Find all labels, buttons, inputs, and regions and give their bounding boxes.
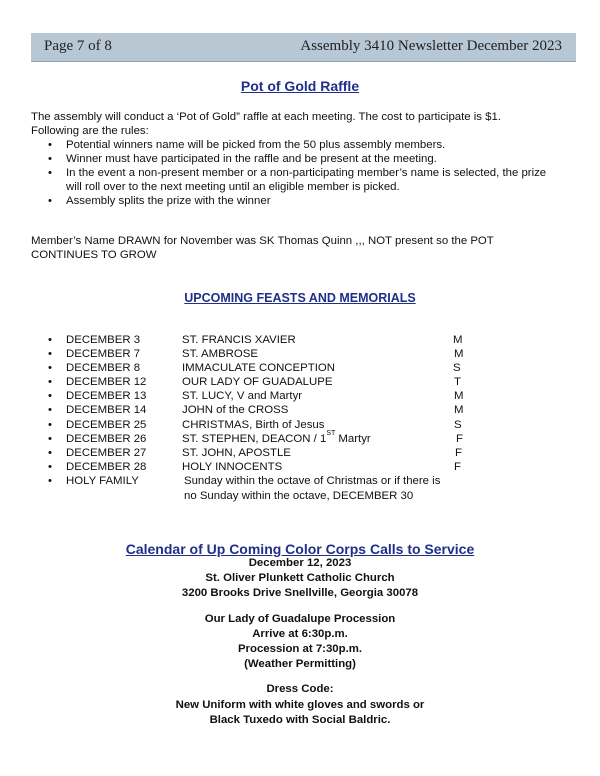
raffle-intro bbox=[31, 110, 571, 138]
dress-code-option: Black Tuxedo with Social Baldric. bbox=[209, 713, 391, 726]
feast-name: ST. JOHN, APOSTLE bbox=[182, 446, 291, 459]
feast-row bbox=[31, 403, 481, 417]
rule-text: Potential winners name will be picked from the 50 plus assembly members. bbox=[66, 139, 446, 151]
feasts-title: UPCOMING FEASTS AND MEMORIALS bbox=[184, 291, 416, 305]
list-item-continued bbox=[31, 180, 571, 194]
feast-rank: M bbox=[453, 334, 463, 346]
bullet-icon: • bbox=[48, 334, 52, 346]
bullet-icon: • bbox=[48, 390, 52, 403]
raffle-intro-line: Following are the rules: bbox=[31, 125, 149, 137]
feast-note: no Sunday within the octave, DECEMBER 30 bbox=[184, 490, 414, 502]
feast-row bbox=[31, 460, 481, 474]
feast-name: IMMACULATE CONCEPTION bbox=[182, 362, 335, 375]
feast-name: Sunday within the octave of Christmas or if there is bbox=[184, 474, 441, 487]
feast-name: OUR LADY OF GUADALUPE bbox=[182, 376, 333, 389]
bullet-icon: • bbox=[48, 153, 52, 165]
ordinal-suffix: ST bbox=[326, 429, 336, 437]
feast-date: DECEMBER 12 bbox=[66, 376, 147, 389]
dress-code-label: Dress Code: bbox=[266, 683, 334, 696]
feast-row bbox=[31, 375, 481, 389]
calendar-details bbox=[0, 556, 600, 728]
dress-code-option: New Uniform with white gloves and swords or bbox=[175, 698, 425, 711]
feast-name: ST. AMBROSE bbox=[182, 348, 258, 361]
feasts-list bbox=[31, 333, 481, 488]
feast-row bbox=[31, 389, 481, 403]
raffle-title: Pot of Gold Raffle bbox=[240, 78, 360, 94]
feast-row bbox=[31, 347, 481, 361]
rule-text: Winner must have participated in the raffle and be present at the meeting. bbox=[66, 153, 437, 165]
drawn-line: CONTINUES TO GROW bbox=[31, 249, 157, 261]
event-weather: (Weather Permitting) bbox=[244, 658, 356, 671]
drawn-line: Member’s Name DRAWN for November was SK Thomas Quinn ,,, NOT present so the POT bbox=[31, 235, 494, 247]
bullet-icon: • bbox=[48, 460, 52, 473]
feast-row bbox=[31, 474, 481, 488]
feast-row bbox=[31, 429, 481, 446]
feast-date: DECEMBER 26 bbox=[66, 432, 147, 445]
feast-rank: T bbox=[454, 376, 461, 389]
feast-name: ST. LUCY, V and Martyr bbox=[182, 390, 303, 403]
feast-row bbox=[31, 333, 481, 347]
list-item bbox=[31, 194, 571, 208]
bullet-icon: • bbox=[48, 446, 52, 459]
event-procession: Procession at 7:30p.m. bbox=[237, 643, 363, 656]
feast-name: ST. FRANCIS XAVIER bbox=[182, 334, 296, 346]
event-arrive: Arrive at 6:30p.m. bbox=[252, 627, 348, 640]
feast-date: DECEMBER 3 bbox=[66, 334, 141, 346]
feast-name bbox=[182, 429, 371, 446]
feast-name: HOLY INNOCENTS bbox=[182, 460, 283, 473]
rule-text: Assembly splits the prize with the winner bbox=[66, 195, 271, 207]
feast-rank: F bbox=[455, 446, 462, 459]
feast-date: DECEMBER 13 bbox=[66, 390, 147, 403]
page-header bbox=[31, 33, 576, 62]
list-item bbox=[31, 152, 571, 166]
event-address: 3200 Brooks Drive Snellville, Georgia 30078 bbox=[181, 587, 419, 600]
bullet-icon: • bbox=[48, 195, 52, 207]
bullet-icon: • bbox=[48, 474, 52, 487]
feast-date: DECEMBER 25 bbox=[66, 418, 147, 431]
feast-name-text: Martyr bbox=[335, 432, 371, 445]
bullet-icon: • bbox=[48, 362, 52, 375]
feast-date: DECEMBER 14 bbox=[66, 404, 147, 417]
raffle-drawn-note bbox=[31, 234, 571, 262]
feast-date: DECEMBER 7 bbox=[66, 348, 141, 361]
bullet-icon: • bbox=[48, 139, 52, 151]
feast-rank: F bbox=[456, 432, 463, 445]
feast-date: DECEMBER 27 bbox=[66, 446, 147, 459]
feast-row bbox=[31, 418, 481, 432]
feast-name-text: ST. STEPHEN, DEACON / 1 bbox=[182, 432, 327, 445]
feast-rank: S bbox=[453, 362, 461, 375]
feast-row bbox=[31, 446, 481, 460]
bullet-icon: • bbox=[48, 404, 52, 417]
feast-rank: S bbox=[454, 418, 462, 431]
bullet-icon: • bbox=[48, 167, 52, 179]
rule-text: will roll over to the next meeting until an eligible member is picked. bbox=[66, 181, 400, 193]
rule-text: In the event a non-present member or a non-participating member’s name is selected, the prize bbox=[66, 167, 547, 179]
feast-rank: M bbox=[454, 404, 464, 417]
feast-rank: F bbox=[454, 460, 461, 473]
newsletter-title: Assembly 3410 Newsletter December 2023 bbox=[300, 38, 562, 54]
bullet-icon: • bbox=[48, 376, 52, 389]
feast-date: DECEMBER 8 bbox=[66, 362, 141, 375]
feast-rank: M bbox=[454, 390, 464, 403]
event-name: Our Lady of Guadalupe Procession bbox=[204, 612, 396, 625]
calendar-title: Calendar of Up Coming Color Corps Calls to Service bbox=[125, 541, 475, 557]
feast-name: CHRISTMAS, Birth of Jesus bbox=[182, 418, 325, 431]
feast-date: HOLY FAMILY bbox=[66, 474, 139, 487]
feast-date: DECEMBER 28 bbox=[66, 460, 147, 473]
event-venue: St. Oliver Plunkett Catholic Church bbox=[205, 572, 395, 585]
feast-rank: M bbox=[454, 348, 464, 361]
raffle-intro-line: The assembly will conduct a ‘Pot of Gold” raffle at each meeting. The cost to participate is $1. bbox=[31, 111, 501, 123]
bullet-icon: • bbox=[48, 348, 52, 361]
raffle-rules-list bbox=[31, 138, 571, 208]
bullet-icon: • bbox=[48, 418, 52, 431]
list-item bbox=[31, 166, 571, 180]
event-date: December 12, 2023 bbox=[248, 557, 352, 569]
page-number: Page 7 of 8 bbox=[44, 38, 112, 54]
feast-row bbox=[31, 361, 481, 375]
bullet-icon: • bbox=[48, 432, 52, 445]
list-item bbox=[31, 138, 571, 152]
feast-name: JOHN of the CROSS bbox=[182, 404, 289, 417]
